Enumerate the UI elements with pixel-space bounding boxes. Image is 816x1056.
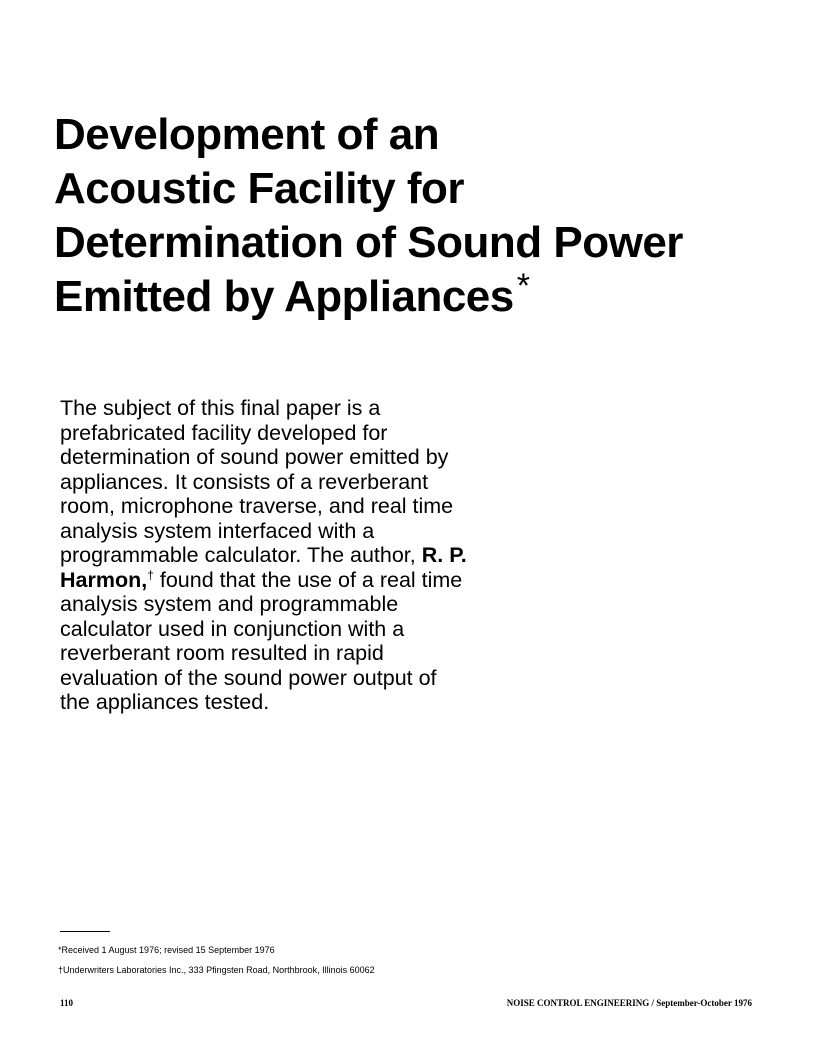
title-line: Determination of Sound Power bbox=[54, 218, 683, 267]
abstract-line: analysis system interfaced with a bbox=[60, 518, 375, 543]
footnotes bbox=[58, 940, 375, 980]
article-title bbox=[54, 108, 794, 324]
title-footnote-mark: * bbox=[516, 267, 530, 305]
abstract-line: the appliances tested. bbox=[60, 690, 270, 714]
journal-citation: NOISE CONTROL ENGINEERING / September-October 1976 bbox=[506, 998, 752, 1008]
title-line: Development of an bbox=[54, 110, 440, 159]
author-footnote-mark: † bbox=[147, 567, 154, 582]
footnote-divider bbox=[60, 931, 110, 932]
abstract-line: analysis system and programmable bbox=[60, 592, 399, 616]
abstract-line: prefabricated facility developed for bbox=[60, 420, 388, 445]
page-footer bbox=[60, 996, 752, 1010]
abstract-line: determination of sound power emitted by bbox=[60, 445, 449, 469]
abstract-line: reverberant room resulted in rapid bbox=[60, 641, 384, 665]
abstract-line: appliances. It consists of a reverberant bbox=[60, 469, 429, 494]
abstract-line: calculator used in conjunction with a bbox=[60, 616, 405, 641]
author-surname: Harmon, bbox=[60, 567, 148, 592]
footnote-affiliation: †Underwriters Laboratories Inc., 333 Pfingsten Road, Northbrook, Illinois 60062 bbox=[58, 965, 375, 975]
abstract-text: programmable calculator. The author, bbox=[60, 543, 422, 567]
abstract-text: found that the use of a real time bbox=[153, 567, 463, 592]
abstract bbox=[60, 396, 540, 715]
page-number: 110 bbox=[60, 998, 74, 1008]
footnote-received: *Received 1 August 1976; revised 15 September 1976 bbox=[58, 945, 275, 955]
author-initials: R. P. bbox=[421, 543, 467, 567]
title-line: Acoustic Facility for bbox=[54, 164, 465, 213]
abstract-line bbox=[60, 543, 540, 568]
abstract-line: The subject of this final paper is a bbox=[60, 396, 381, 420]
title-line-last bbox=[54, 267, 794, 324]
abstract-line: room, microphone traverse, and real time bbox=[60, 494, 454, 518]
abstract-line bbox=[60, 568, 540, 593]
abstract-line: evaluation of the sound power output of bbox=[60, 665, 437, 690]
title-line-text: Emitted by Appliances bbox=[54, 272, 514, 321]
